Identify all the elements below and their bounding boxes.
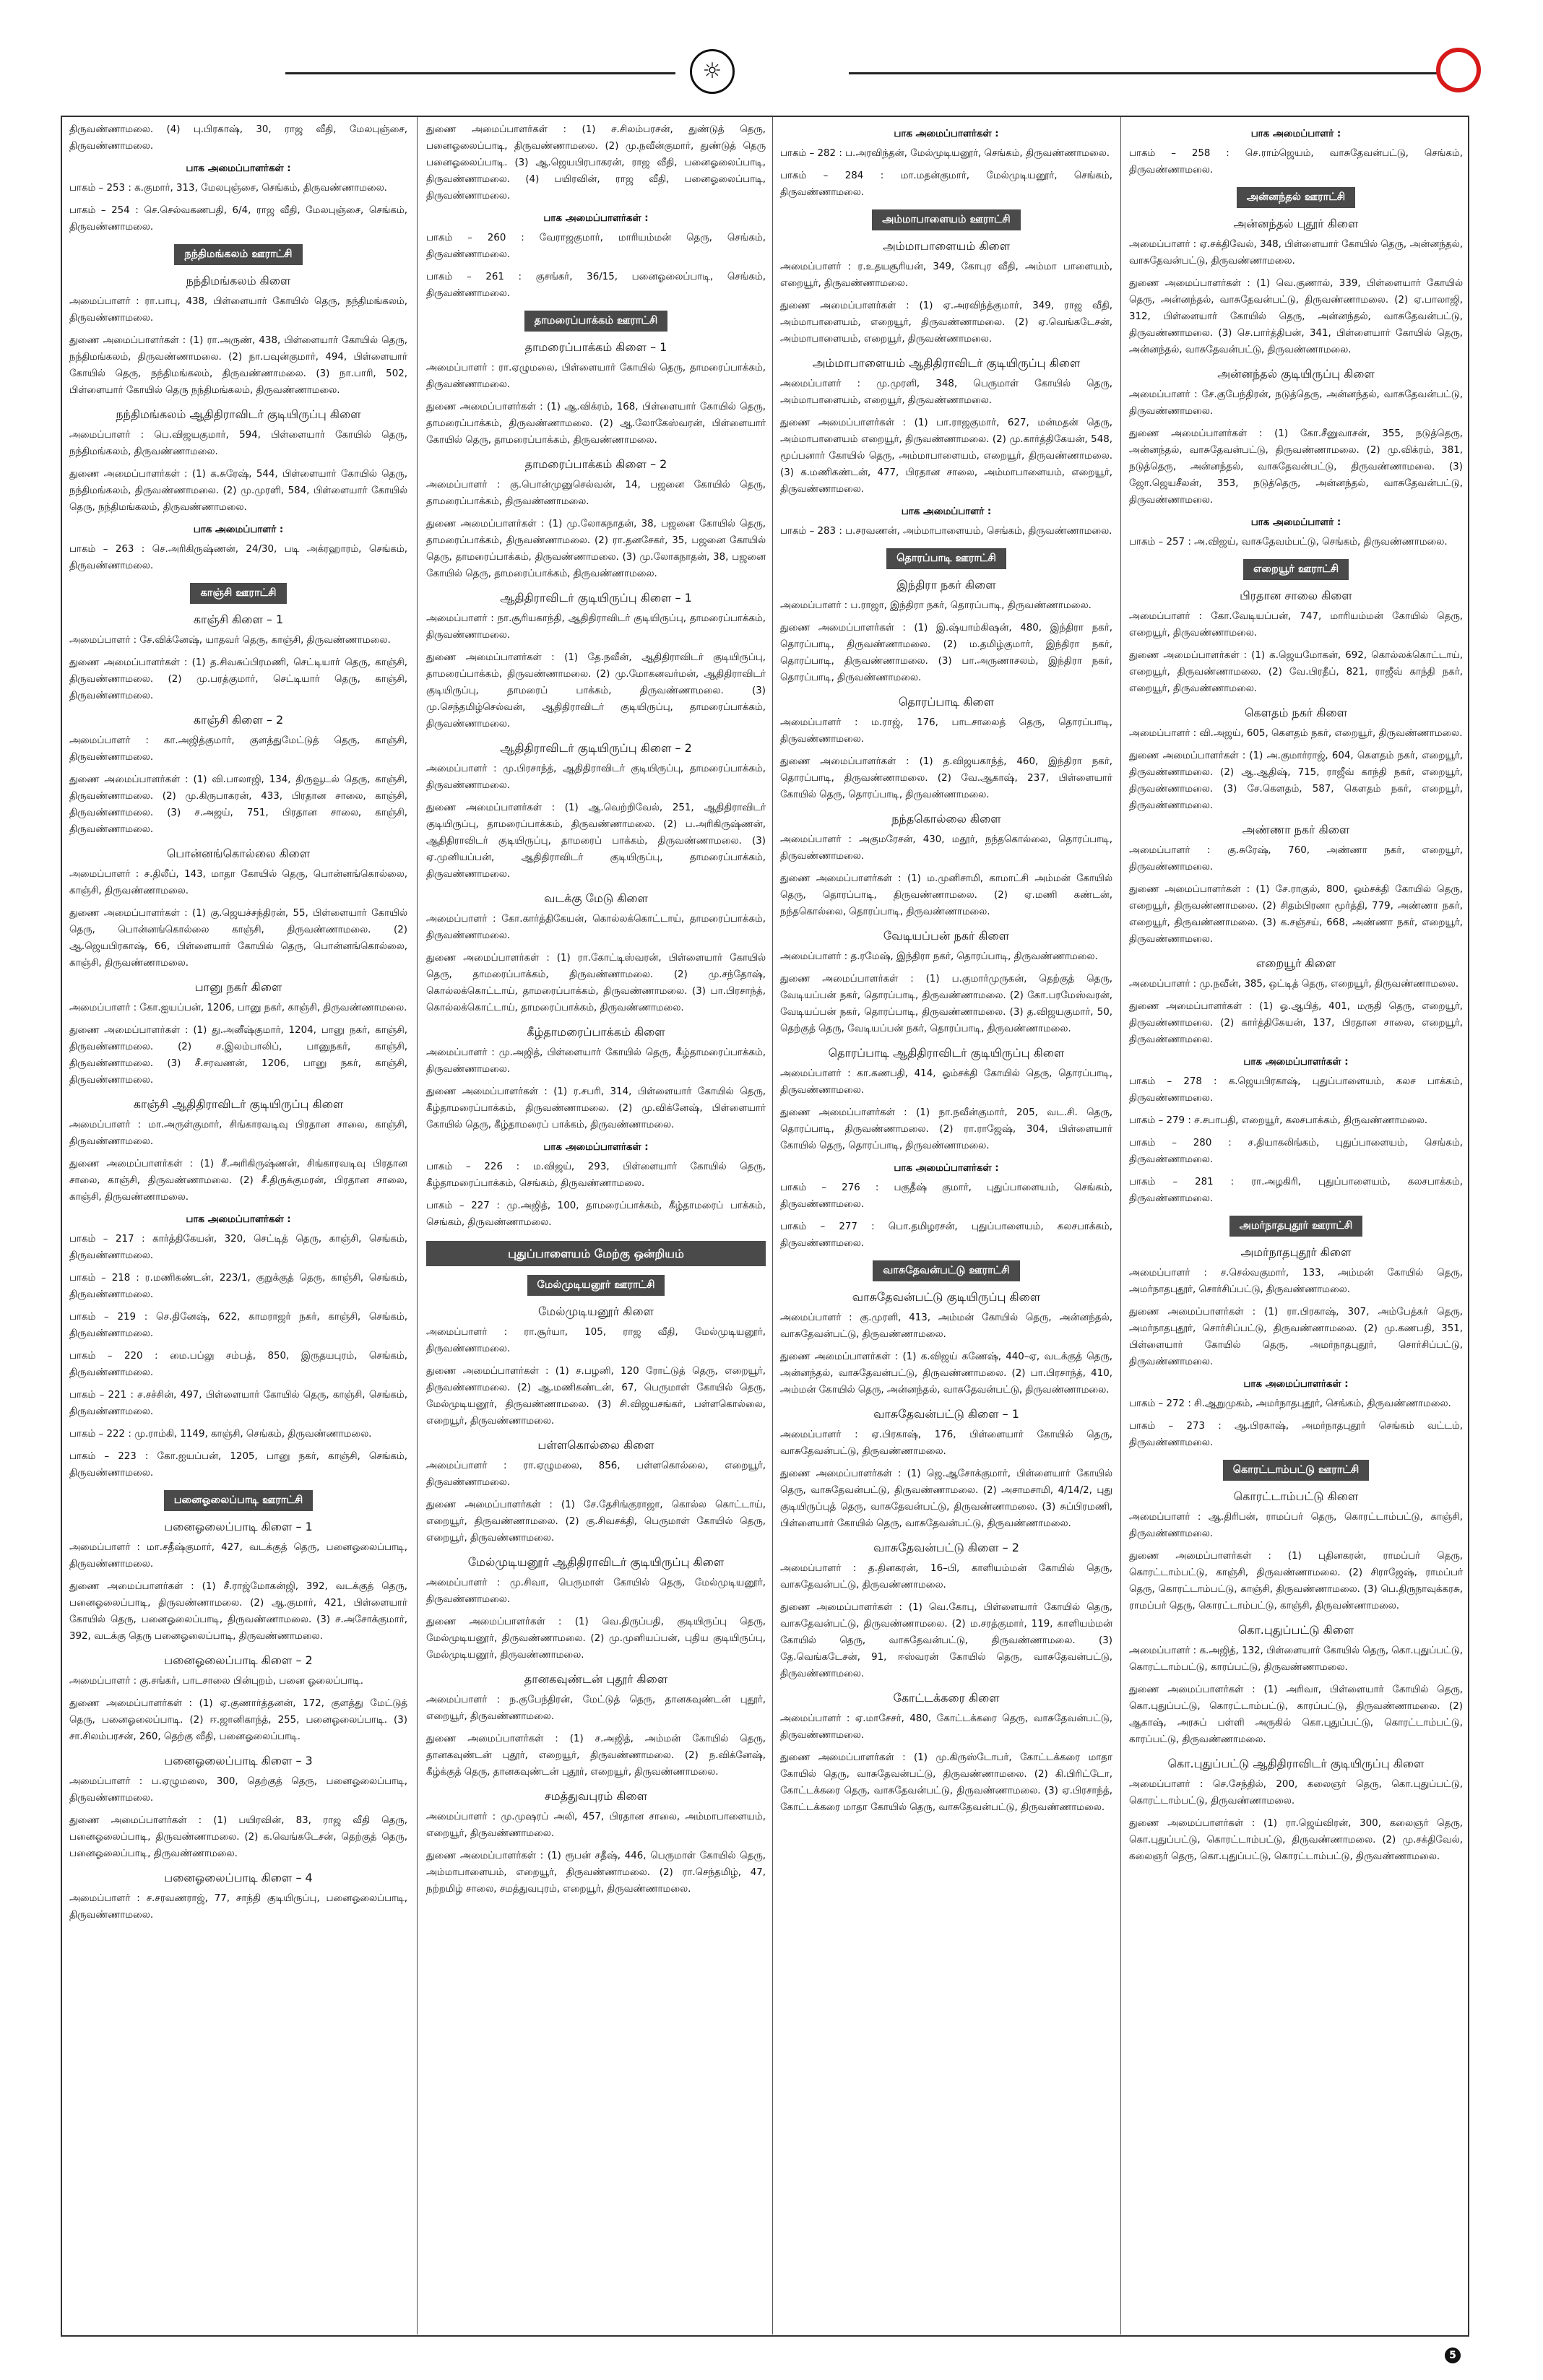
- paragraph: அமைப்பாளர் : ரா.ஏழுமலை, பிள்ளையார் கோயில் தெரு, தாமரைப்பாக்கம், திருவண்ணாமலை.: [426, 363, 766, 390]
- paragraph: அமைப்பாளர் : கா.அஜித்குமார், குளத்துமேட்டுத் தெரு, காஞ்சி, திருவண்ணாமலை.: [69, 735, 407, 763]
- paragraph: துணை அமைப்பாளர்கள் : (1) ஏ.குணார்த்தனன், 172, குளத்து மேட்டுத் தெரு, பனைஓலைப்பாடி. (2) ஈ.ஜானிகாந்த், 255, பனைஓலைப்பாடி. (3) சா.சிலம்பரசன், 260, தெற்கு வீதி, பனைஓலைப்பாடி.: [69, 1698, 407, 1742]
- paragraph: துணை அமைப்பாளர்கள் : (1) ரா.கோட்டிஸ்வரன், பிள்ளையார் கோயில் தெரு, தாமரைப்பாக்கம், திருவண்ணாமலை. (2) மு.சந்தோஷ், கொல்லக்கொட்டாய், தாமரைப்பாக்கம், திருவண்ணாமலை. (3) பா.பிரசாந்த், கொல்லக்கொட்டாய், தாமரைப்பாக்கம், திருவண்ணாமலை.: [426, 953, 766, 1013]
- paragraph: அமைப்பாளர் : அகுமரேசன், 430, மதூர், நந்தகொல்லை, தொரப்பாடி, திருவண்ணாமலை.: [780, 834, 1112, 862]
- paragraph: துணை அமைப்பாளர்கள் : (1) வெ.கோபு, பிள்ளையார் கோயில் தெரு, வாசுதேவன்பட்டு, திருவண்ணாமலை. (2) ம.சரத்குமார், 119, காளியம்மன் கோயில் தெரு, வாசுதேவன்பட்டு, திருவண்ணாமலை. (3) தே.வெங்கடேசன், 91, ஈஸ்வரன் கோயில் தெரு, வாசுதேவன்பட்டு, திருவண்ணாமலை.: [780, 1602, 1112, 1679]
- paragraph: அமைப்பாளர் : ச.திலீப், 143, மாதா கோயில் தெரு, பொன்னங்கொல்லை, காஞ்சி, திருவண்ணாமலை.: [69, 869, 407, 896]
- paragraph: அமைப்பாளர் : கு.சுரேஷ், 760, அண்ணா நகர், எறையூர், திருவண்ணாமலை.: [1129, 845, 1463, 873]
- paragraph: திருவண்ணாமலை. (4) பு.பிரகாஷ், 30, ராஜ வீதி, மேலபுஞ்சை, திருவண்ணாமலை.: [69, 124, 407, 152]
- paragraph: அமைப்பாளர் : கோ.வேடியப்பன், 747, மாரியம்மன் கோயில் தெரு, எறையூர், திருவண்ணாமலை.: [1129, 611, 1463, 639]
- banner-label: எறையூர் ஊராட்சி: [1243, 559, 1349, 580]
- rising-sun-emblem-icon: ☼: [690, 49, 735, 94]
- paragraph: அமைப்பாளர் : ர.உதயசூரியன், 349, கோபுர வீதி, அம்மா பாளையம், எறையூர், திருவண்ணாமலை.: [780, 261, 1112, 289]
- paragraph: துணை அமைப்பாளர்கள் : (1) ம.முனிசாமி, காமாட்சி அம்மன் கோயில் தெரு, தொரப்பாடி, திருவண்ணாமலை. (2) ஏ.மணி கண்டன், நந்தகொல்லை, தொரப்பாடி, திருவண்ணாமலை.: [780, 873, 1112, 917]
- paragraph: அமைப்பாளர் : வி.அஜய், 605, கௌதம் நகர், எறையூர், திருவண்ணாமலை.: [1129, 728, 1463, 739]
- paragraph: பாகம் – 227 : மு.அஜித், 100, தாமரைப்பாக்கம், கீழ்தாமரைப் பாக்கம், செங்கம், திருவண்ணாமலை.: [426, 1200, 766, 1228]
- banner-label: வாசுதேவன்பட்டு ஊராட்சி: [873, 1260, 1019, 1281]
- paragraph: அமைப்பாளர் : ப.ராஜா, இந்திரா நகர், தொரப்பாடி, திருவண்ணாமலை.: [780, 600, 1092, 611]
- branch-title: கொ.புதுப்பட்டு ஆதிதிராவிடர் குடியிருப்பு கிளை: [1167, 1757, 1425, 1770]
- banner-label: தொரப்பாடி ஊராட்சி: [886, 548, 1006, 569]
- paragraph: துணை அமைப்பாளர்கள் : (1) மு.லோகநாதன், 38, பஜனை கோயில் தெரு, தாமரைப்பாக்கம், திருவண்ணாமலை. (2) ரா.தனசேகர், 35, பஜனை கோயில் தெரு, தாமரைப்பாக்கம், திருவண்ணாமலை. (3) மு.லோகநாதன், 38, பஜனை கோயில் தெரு, தாமரைப்பாக்கம், திருவண்ணாமலை.: [426, 519, 766, 579]
- paragraph: பாகம் – 226 : ம.விஜய், 293, பிள்ளையார் கோயில் தெரு, கீழ்தாமரைப்பாக்கம், செங்கம், திருவண்ணாமலை.: [426, 1161, 766, 1189]
- paragraph: துணை அமைப்பாளர்கள் : (1) வி.பாலாஜி, 134, திருவூடல் தெரு, காஞ்சி, திருவண்ணாமலை. (2) மு.கிருபாகரன், 433, பிரதான சாலை, காஞ்சி, திருவண்ணாமலை. (3) ச.அஜய், 751, பிரதான சாலை, காஞ்சி, திருவண்ணாமலை.: [69, 774, 407, 835]
- banner-label: பனைஓலைப்பாடி ஊராட்சி: [164, 1490, 313, 1511]
- paragraph: அமைப்பாளர் : மா.அருள்குமார், சிங்காரவடிவு பிரதான சாலை, காஞ்சி, திருவண்ணாமலை.: [69, 1120, 407, 1147]
- branch-title: அம்மாபாளையம் கிளை: [882, 239, 1011, 253]
- paragraph: துணை அமைப்பாளர்கள் : (1) வெ.குணால், 339, பிள்ளையார் கோயில் தெரு, அன்னந்தல், வாசுதேவன்பட்டு, திருவண்ணாமலை. (2) ஏ.பாலாஜி, 312, பிள்ளையார் கோயில் தெரு, அன்னந்தல், வாசுதேவன்பட்டு, திருவண்ணாமலை. (3) செ.பார்த்திபன், 341, பிள்ளையார் கோயில் தெரு, அன்னந்தல், வாசுதேவன்பட்டு, திருவண்ணாமலை.: [1129, 278, 1463, 355]
- panchayat-banner: [69, 244, 407, 265]
- paragraph: அமைப்பாளர் : மு.முரளி, 348, பெருமாள் கோயில் தெரு, அம்மாபாளையம், எறையூர், திருவண்ணாமலை.: [780, 378, 1112, 406]
- branch-title: மேல்முடியனூர் கிளை: [538, 1304, 654, 1318]
- panchayat-banner: [426, 311, 766, 332]
- union-banner: புதுப்பாளையம் மேற்கு ஒன்றியம்: [426, 1241, 766, 1266]
- branch-title: வாசுதேவன்பட்டு கிளை – 1: [873, 1407, 1019, 1421]
- branch-title: தானகவுண்டன் புதூர் கிளை: [524, 1672, 668, 1686]
- paragraph: அமைப்பாளர் : ஏ.மாசேசர், 480, கோட்டக்கரை தெரு, வாசுதேவன்பட்டு, திருவண்ணாமலை.: [780, 1713, 1112, 1741]
- branch-title: சமத்துவபுரம் கிளை: [544, 1789, 648, 1803]
- paragraph: துணை அமைப்பாளர்கள் : (1) பா.ராஜகுமார், 627, மன்மதன் தெரு, அம்மாபாளையம் எறையூர், திருவண்ணாமலை. (2) மு.கார்த்திகேயன், 548, மூப்பனார் கோயில் தெரு, அம்மாபாளையம், எறையூர், திருவண்ணாமலை. (3) க.மணிகண்டன், 477, பிரதான சாலை, அம்மாபாளையம், எறையூர், திருவண்ணாமலை.: [780, 417, 1112, 495]
- banner-label: அமர்நாதபுதூர் ஊராட்சி: [1229, 1216, 1363, 1237]
- paragraph: அமைப்பாளர் : மா.சதீஷ்குமார், 427, வடக்குத் தெரு, பனைஓலைப்பாடி, திருவண்ணாமலை.: [69, 1542, 407, 1570]
- paragraph: பாகம் – 280 : ச.தியாகலிங்கம், புதுப்பாளையம், செங்கம், திருவண்ணாமலை.: [1129, 1138, 1463, 1165]
- branch-title: பள்ளகொல்லை கிளை: [537, 1438, 654, 1452]
- paragraph: பாகம் – 253 : க.குமார், 313, மேலபுஞ்சை, செங்கம், திருவண்ணாமலை.: [69, 183, 387, 194]
- banner-label: காஞ்சி ஊராட்சி: [190, 583, 286, 604]
- paragraph: துணை அமைப்பாளர்கள் : (1) ப.குமார்முருகன், தெற்குத் தெரு, வேடியப்பன் நகர், தொரப்பாடி, திருவண்ணாமலை. (2) கோ.பரமேஸ்வரன், வேடியப்பன் நகர், தொரப்பாடி, திருவண்ணாமலை. (3) த.விஜயகுமார், 50, தெற்குத் தெரு, வேடியப்பன் நகர், தொரப்பாடி, திருவண்ணாமலை.: [780, 974, 1112, 1034]
- paragraph: அமைப்பாளர் : கு.சங்கர், பாடசாலை பின்புறம், பனை ஓலைப்பாடி.: [69, 1676, 364, 1687]
- paragraph: அமைப்பாளர் : ஏ.சக்திவேல், 348, பிள்ளையார் கோயில் தெரு, அன்னந்தல், வாசுதேவன்பட்டு, திருவண்ணாமலை.: [1129, 239, 1463, 267]
- paragraph: துணை அமைப்பாளர்கள் : (1) அரிவா, பிள்ளையார் கோயில் தெரு, கொ.புதுப்பட்டு, கொரட்டாம்பட்டு, காரப்பட்டு, திருவண்ணாமலை. (2) ஆகாஷ், அரசுப் பள்ளி அருகில் கொ.புதுப்பட்டு, கொரட்டாம்பட்டு, காரப்பட்டு, திருவண்ணாமலை.: [1129, 1684, 1463, 1745]
- paragraph: துணை அமைப்பாளர்கள் : (1) க.சுரேஷ், 544, பிள்ளையார் கோயில் தெரு, நந்திமங்கலம், திருவண்ணாமலை. (2) மு.முரளி, 584, பிள்ளையார் கோயில் தெரு, நந்திமங்கலம், திருவண்ணாமலை.: [69, 469, 407, 513]
- branch-title: தொரப்பாடி கிளை: [898, 695, 995, 709]
- paragraph: அமைப்பாளர் : ரா.சூர்யா, 105, ராஜ வீதி, மேல்முடியனூர், திருவண்ணாமலை.: [426, 1327, 766, 1354]
- branch-title: தொரப்பாடி ஆதிதிராவிடர் குடியிருப்பு கிளை: [828, 1046, 1065, 1060]
- paragraph: பாகம் – 222 : மு.ராம்கி, 1149, காஞ்சி, செங்கம், திருவண்ணாமலை.: [69, 1429, 372, 1440]
- page-number: 5: [1445, 2347, 1461, 2363]
- paragraph: அமைப்பாளர் : த.ரமேஷ், இந்திரா நகர், தொரப்பாடி, திருவண்ணாமலை.: [780, 951, 1098, 962]
- paragraph: துணை அமைப்பாளர்கள் : (1) பயிரவின், 83, ராஜ வீதி தெரு, பனைஓலைப்பாடி, திருவண்ணாமலை. (2) க.வெங்கடேசன், தெற்குத் தெரு, பனைஓலைப்பாடி, திருவண்ணாமலை.: [69, 1815, 407, 1859]
- paragraph: அமைப்பாளர் : சே.குபேந்திரன், நடுத்தெரு, அன்னந்தல், வாசுதேவன்பட்டு, திருவண்ணாமலை.: [1129, 389, 1463, 417]
- paragraph: துணை அமைப்பாளர்கள் : (1) து.அனீஷ்குமார், 1204, பானு நகர், காஞ்சி, திருவண்ணாமலை. (2) ச.இலம்பாலிப், பானுநகர், காஞ்சி, திருவண்ணாமலை. (3) சீ.சரவணன், 1206, பானு நகர், காஞ்சி, திருவண்ணாமலை.: [69, 1025, 407, 1086]
- branch-title: அம்மாபாளையம் ஆதிதிராவிடர் குடியிருப்பு கிளை: [812, 356, 1081, 370]
- paragraph: துணை அமைப்பாளர்கள் : (1) ரா.பிரகாஷ், 307, அம்பேத்கர் தெரு, அமர்நாதபுதூர், சொர்சிப்பட்டு, திருவண்ணாமலை. (2) மு.கணபதி, 351, பிள்ளையார் கோயில் தெரு, அமர்நாதபுதூர், சொர்சிப்பட்டு, திருவண்ணாமலை.: [1129, 1307, 1463, 1367]
- paragraph: பாகம் – 281 : ரா.அழகிரி, புதுப்பாளையம், கலசபாக்கம், திருவண்ணாமலை.: [1129, 1177, 1463, 1204]
- section-heading: பாக அமைப்பாளர்கள் :: [894, 129, 999, 139]
- banner-label: அம்மாபாளையம் ஊராட்சி: [872, 209, 1021, 230]
- paragraph: அமைப்பாளர் : ம.ராஜ், 176, பாடசாலைத் தெரு, தொரப்பாடி, திருவண்ணாமலை.: [780, 717, 1112, 745]
- paragraph: துணை அமைப்பாளர்கள் : (1) ரா.ஜெய்விரன், 300, கலைஞர் தெரு, கொ.புதுப்பட்டு, கொரட்டாம்பட்டு, திருவண்ணாமலை. (2) மு.சக்திவேல், கலைஞர் தெரு, கொ.புதுப்பட்டு, கொரட்டாம்பட்டு, திருவண்ணாமலை.: [1129, 1818, 1463, 1862]
- section-heading: பாக அமைப்பாளர்கள் :: [186, 163, 291, 174]
- paragraph: பாகம் – 221 : ச.சச்சின், 497, பிள்ளையார் கோயில் தெரு, காஞ்சி, செங்கம், திருவண்ணாமலை.: [69, 1390, 407, 1417]
- paragraph: துணை அமைப்பாளர்கள் : (1) ச.அஜித், அம்மன் கோயில் தெரு, தானகவுண்டன் புதூர், எறையூர், திருவண்ணாமலை. (2) ந.விக்னேஷ், கீழ்க்குத் தெரு, தானகவுண்டன் புதூர், எறையூர், திருவண்ணாமலை.: [426, 1734, 766, 1778]
- paragraph: அமைப்பாளர் : கோ.கார்த்திகேயன், கொல்லக்கொட்டாய், தாமரைப்பாக்கம், திருவண்ணாமலை.: [426, 914, 766, 941]
- paragraph: பாகம் – 277 : பொ.தமிழரசன், புதுப்பாளையம், கலசபாக்கம், திருவண்ணாமலை.: [780, 1221, 1112, 1249]
- paragraph: துணை அமைப்பாளர்கள் : (1) இ.ஷ்யாம்கிஷன், 480, இந்திரா நகர், தொரப்பாடி, திருவண்ணாமலை. (2) ம.தமிழ்குமார், இந்திரா நகர், தொரப்பாடி, திருவண்ணாமலை. (3) பா.அருணாசலம், இந்திரா நகர், தொரப்பாடி, திருவண்ணாமலை.: [780, 623, 1112, 683]
- section-heading: பாக அமைப்பாளர்கள் :: [1243, 1057, 1349, 1068]
- branch-title: வடக்கு மேடு கிளை: [544, 891, 648, 905]
- section-heading: பாக அமைப்பாளர் :: [193, 524, 284, 535]
- paragraph: துணை அமைப்பாளர்கள் : (1) ச.சிலம்பரசன், துண்டுத் தெரு, பனைஓலைப்பாடி, திருவண்ணாமலை. (2) மு.நவீன்குமார், துண்டுத் தெரு பனைஓலைப்பாடி. (3) ஆ.ஜெயபிரபாகரன், ராஜ வீதி, பனைஓலைப்பாடி, திருவண்ணாமலை. (4) பயிரவின், ராஜ வீதி, பனைஓலைப்பாடி, திருவண்ணாமலை.: [426, 124, 766, 202]
- paragraph: அமைப்பாளர் : ப.ஏழுமலை, 300, தெற்குத் தெரு, பனைஓலைப்பாடி, திருவண்ணாமலை.: [69, 1776, 407, 1804]
- branch-title: கோட்டக்கரை கிளை: [893, 1691, 1000, 1705]
- paragraph: அமைப்பாளர் : மு.சிவா, பெருமாள் கோயில் தெரு, மேல்முடியனூர், திருவண்ணாமலை.: [426, 1578, 766, 1605]
- paragraph: அமைப்பாளர் : கு.பொன்முனுசெல்வன், 14, பஜனை கோயில் தெரு, தாமரைப்பாக்கம், திருவண்ணாமலை.: [426, 480, 766, 507]
- section-heading: பாக அமைப்பாளர் :: [1250, 129, 1341, 139]
- paragraph: பாகம் – 272 : சி.ஆறுமுகம், அமர்நாதபுதூர், செங்கம், திருவண்ணாமலை.: [1129, 1398, 1451, 1409]
- section-heading: பாக அமைப்பாளர் :: [901, 506, 992, 517]
- paragraph: பாகம் – 219 : செ.தினேஷ், 622, காமராஜர் நகர், காஞ்சி, செங்கம், திருவண்ணாமலை.: [69, 1312, 407, 1339]
- branch-title: மேல்முடியனூர் ஆதிதிராவிடர் குடியிருப்பு கிளை: [467, 1555, 725, 1569]
- paragraph: அமைப்பாளர் : சே.விக்னேஷ், யாதவர் தெரு, காஞ்சி, திருவண்ணாமலை.: [69, 635, 391, 646]
- paragraph: அமைப்பாளர் : நா.சூரியகாந்தி, ஆதிதிராவிடர் குடியிருப்பு, தாமரைப்பாக்கம், திருவண்ணாமலை.: [426, 613, 766, 641]
- branch-title: காஞ்சி கிளை – 1: [193, 613, 284, 626]
- paragraph: பாகம் – 263 : செ.அரிகிருஷ்ணன், 24/30, படி அக்ரஹாரம், செங்கம், திருவண்ணாமலை.: [69, 544, 407, 571]
- paragraph: அமைப்பாளர் : செ.சேந்தில், 200, கலைஞர் தெரு, கொ.புதுப்பட்டு, கொரட்டாம்பட்டு, திருவண்ணாமலை.: [1129, 1779, 1463, 1806]
- panchayat-banner: [1129, 187, 1463, 208]
- paragraph: பாகம் – 217 : கார்த்திகேயன், 320, செட்டித் தெரு, காஞ்சி, செங்கம், திருவண்ணாமலை.: [69, 1234, 407, 1261]
- paragraph: அமைப்பாளர் : ச.செல்வகுமார், 133, அம்மன் கோயில் தெரு, அமர்நாதபுதூர், சொர்சிப்பட்டு, திருவண்ணாமலை.: [1129, 1268, 1463, 1295]
- branch-title: அமர்நாதபுதூர் கிளை: [1240, 1245, 1352, 1259]
- panchayat-banner: [1129, 1216, 1463, 1237]
- paragraph: பாகம் – 282 : ப.அரவிந்தன், மேல்முடியனூர், செங்கம், திருவண்ணாமலை.: [780, 148, 1110, 159]
- paragraph: பாகம் – 258 : செ.ராம்ஜெயம், வாசுதேவன்பட்டு, செங்கம், திருவண்ணாமலை.: [1129, 148, 1463, 176]
- paragraph: துணை அமைப்பாளர்கள் : (1) க.ஜெயமோகன், 692, கொல்லக்கொட்டாய், எறையூர், திருவண்ணாமலை. (2) வே.பிரதீப், 821, ராஜீவ் காந்தி நகர், எறையூர், திருவண்ணாமலை.: [1129, 650, 1463, 694]
- paragraph: துணை அமைப்பாளர்கள் : (1) கு.ஜெயச்சந்திரன், 55, பிள்ளையார் கோயில் தெரு, பொன்னங்கொல்லை காஞ்சி, திருவண்ணாமலை. (2) ஆ.ஜெயபிரகாஷ், 66, பிள்ளையார் கோயில் தெரு, பொன்னங்கொல்லை, காஞ்சி, திருவண்ணாமலை.: [69, 908, 407, 969]
- branch-title: எறையூர் கிளை: [1255, 956, 1336, 970]
- branch-title: கௌதம் நகர் கிளை: [1244, 706, 1348, 719]
- paragraph: துணை அமைப்பாளர்கள் : (1) புதினகரன், ராமப்பர் தெரு, கொரட்டாம்பட்டு, காஞ்சி, திருவண்ணாமலை. (2) சிராஜேஷ், ராமப்பர் தெரு, கொரட்டாம்பட்டு, காஞ்சி, திருவண்ணாமலை. (3) பெ.திருநாவுக்கரசு, ராமப்பர் தெரு, கொரட்டாம்பட்டு, காஞ்சி, திருவண்ணாமலை.: [1129, 1551, 1463, 1611]
- banner-label: அன்னந்தல் ஊராட்சி: [1237, 187, 1355, 208]
- paragraph: அமைப்பாளர் : ச.சரவணராஜ், 77, சாந்தி குடியிருப்பு, பனைஓலைப்பாடி, திருவண்ணாமலை.: [69, 1893, 407, 1921]
- branch-title: தாமரைப்பாக்கம் கிளை – 2: [524, 457, 667, 471]
- paragraph: துணை அமைப்பாளர்கள் : (1) அ.குமார்ராஜ், 604, கௌதம் நகர், எறையூர், திருவண்ணாமலை. (2) ஆ.ஆதிஷ், 715, ராஜீவ் காந்தி நகர், எறையூர், திருவண்ணாமலை. (3) சே.கௌதம், 587, கௌதம் நகர், எறையூர், திருவண்ணாமலை.: [1129, 750, 1463, 811]
- section-heading: பாக அமைப்பாளர்கள் :: [543, 1142, 649, 1153]
- column-2: [426, 121, 766, 2332]
- paragraph: பாகம் – 254 : செ.செல்வகணபதி, 6/4, ராஜ வீதி, மேலபுஞ்சை, செங்கம், திருவண்ணாமலை.: [69, 205, 407, 233]
- branch-title: பானு நகர் கிளை: [194, 980, 282, 994]
- paragraph: துணை அமைப்பாளர்கள் : (1) தே.நவீன், ஆதிதிராவிடர் குடியிருப்பு, தாமரைப்பாக்கம், திருவண்ணாமலை. (2) மு.மோகனவர்மன், ஆதிதிராவிடர் குடியிருப்பு, தாமரைப் பாக்கம், திருவண்ணாமலை. (3) மு.செந்தமிழ்செல்வன், ஆதிதிராவிடர் குடியிருப்பு, தாமரைப்பாக்கம், திருவண்ணாமலை.: [426, 652, 766, 730]
- branch-title: பனைஓலைப்பாடி கிளை – 1: [164, 1520, 313, 1533]
- paragraph: பாகம் – 260 : வேராஜகுமார், மாரியம்மன் தெரு, செங்கம், திருவண்ணாமலை.: [426, 233, 766, 260]
- paragraph: அமைப்பாளர் : மு.முஷரப் அலி, 457, பிரதான சாலை, அம்மாபாளையம், எறையூர், திருவண்ணாமலை.: [426, 1812, 766, 1839]
- column-divider: [772, 117, 773, 2334]
- column-divider: [1120, 117, 1121, 2334]
- red-circle-icon: [1436, 48, 1481, 92]
- paragraph: பாகம் – 218 : ர.மணிகண்டன், 223/1, குறுக்குத் தெரு, காஞ்சி, செங்கம், திருவண்ணாமலை.: [69, 1273, 407, 1300]
- branch-title: கொரட்டாம்பட்டு கிளை: [1233, 1489, 1359, 1503]
- branch-title: பனைஓலைப்பாடி கிளை – 4: [164, 1871, 313, 1884]
- banner-label: கொரட்டாம்பட்டு ஊராட்சி: [1223, 1460, 1370, 1481]
- paragraph: அமைப்பாளர் : மு.நவீன், 385, ஒட்டித் தெரு, எறையூர், திருவண்ணாமலை.: [1129, 979, 1459, 990]
- paragraph: துணை அமைப்பாளர்கள் : (1) சீ.ராஜ்மோகன்ஜி, 392, வடக்குத் தெரு, பனைஓலைப்பாடி, திருவண்ணாமலை. (2) ஆ.குமார், 421, பிள்ளையார் கோயில் தெரு, பனைஓலைப்பாடி, திருவண்ணாமலை. (3) ச.அசோக்குமார், 392, வடக்கு தெரு பனைஓலைப்பாடி, திருவண்ணாமலை.: [69, 1581, 407, 1642]
- paragraph: துணை அமைப்பாளர்கள் : (1) நா.நவீன்குமார், 205, வட.சி. தெரு, தொரப்பாடி, திருவண்ணாமலை. (2) ரா.ராஜேஷ், 304, பிள்ளையார் கோயில் தெரு, தொரப்பாடி, திருவண்ணாமலை.: [780, 1107, 1112, 1151]
- paragraph: பாகம் – 220 : மை.பப்லு சம்பத், 850, இருதயபுரம், செங்கம், திருவண்ணாமலை.: [69, 1351, 407, 1378]
- branch-title: பொன்னங்கொல்லை கிளை: [166, 847, 311, 860]
- paragraph: துணை அமைப்பாளர்கள் : (1) ஓ.ஆபித், 401, மருதி தெரு, எறையூர், திருவண்ணாமலை. (2) கார்த்திகேயன், 137, பிரதான சாலை, எறையூர், திருவண்ணாமலை.: [1129, 1001, 1463, 1045]
- section-heading: பாக அமைப்பாளர்கள் :: [1243, 1379, 1349, 1390]
- paragraph: பாகம் – 276 : பகுதீஷ் குமார், புதுப்பாளையம், செங்கம், திருவண்ணாமலை.: [780, 1182, 1112, 1210]
- paragraph: அமைப்பாளர் : கோ.ஐயப்பன், 1206, பானு நகர், காஞ்சி, திருவண்ணாமலை.: [69, 1003, 407, 1013]
- branch-title: அன்னந்தல் புதூர் கிளை: [1233, 217, 1359, 230]
- paragraph: துணை அமைப்பாளர்கள் : (1) சே.ராகுல், 800, ஓம்சக்தி கோயில் தெரு, எறையூர், திருவண்ணாமலை. (2) சிதம்பிரனா மூர்த்தி, 779, அண்ணா நகர், எறையூர், திருவண்ணாமலை. (3) க.சஞ்சய், 668, அண்ணா நகர், எறையூர், திருவண்ணாமலை.: [1129, 884, 1463, 945]
- branch-title: காஞ்சி ஆதிதிராவிடர் குடியிருப்பு கிளை: [133, 1097, 344, 1111]
- branch-title: வேடியப்பன் நகர் கிளை: [883, 929, 1010, 943]
- branch-title: ஆதிதிராவிடர் குடியிருப்பு கிளை – 2: [500, 741, 692, 755]
- paragraph: துணை அமைப்பாளர்கள் : (1) ஆ.விக்ரம், 168, பிள்ளையார் கோயில் தெரு, தாமரைப்பாக்கம், திருவண்ணாமலை. (2) ஆ.லோகேஸ்வரன், பிள்ளையார் கோயில் தெரு, தாமரைப்பாக்கம், திருவண்ணாமலை.: [426, 402, 766, 446]
- paragraph: பாகம் – 284 : மா.மதன்குமார், மேல்முடியனூர், செங்கம், திருவண்ணாமலை.: [780, 170, 1112, 198]
- paragraph: துணை அமைப்பாளர்கள் : (1) ஜெ.ஆசோக்குமார், பிள்ளையார் கோயில் தெரு, வாசுதேவன்பட்டு, திருவண்ணாமலை. (2) அசாமசாமி, 4/14/2, புது குடியிருப்புத் தெரு, வாசுதேவன்பட்டு, திருவண்ணாமலை. (3) சுப்பிரமணி, பிள்ளையார் கோயில் தெரு, வாசுதேவன்பட்டு, திருவண்ணாமலை.: [780, 1468, 1112, 1529]
- paragraph: துணை அமைப்பாளர்கள் : (1) ஏ.அரவிந்த்குமார், 349, ராஜ வீதி, அம்மாபாளையம், எறையூர், திருவண்ணாமலை. (2) ஏ.வெங்கடேசன், அம்மாபாளையம், எறையூர், திருவண்ணாமலை.: [780, 300, 1112, 345]
- banner-label: தாமரைப்பாக்கம் ஊராட்சி: [524, 311, 668, 332]
- paragraph: துணை அமைப்பாளர்கள் : (1) வெ.திருப்பதி, குடியிருப்பு தெரு, மேல்முடியனூர், திருவண்ணாமலை. (2) மு.முனியப்பன், புதிய குடியிருப்பு, மேல்முடியனூர், திருவண்ணாமலை.: [426, 1617, 766, 1661]
- paragraph: அமைப்பாளர் : கா.கணபதி, 414, ஓம்சக்தி கோயில் தெரு, தொரப்பாடி, திருவண்ணாமலை.: [780, 1068, 1112, 1096]
- paragraph: அமைப்பாளர் : ஏ.பிரகாஷ், 176, பிள்ளையார் கோயில் தெரு, வாசுதேவன்பட்டு, திருவண்ணாமலை.: [780, 1429, 1112, 1457]
- column-divider: [417, 117, 418, 2334]
- branch-title: அண்ணா நகர் கிளை: [1242, 823, 1350, 836]
- branch-title: நந்திமங்கலம் கிளை: [186, 274, 291, 287]
- branch-title: அன்னந்தல் குடியிருப்பு கிளை: [1217, 367, 1375, 381]
- paragraph: துணை அமைப்பாளர்கள் : (1) கோ.சீனுவாசன், 355, நடுத்தெரு, அன்னந்தல், வாசுதேவன்பட்டு, திருவண்ணாமலை. (2) மு.விக்ரம், 381, நடுத்தெரு, அன்னந்தல், வாசுதேவன்பட்டு, திருவண்ணாமலை. (3) ஜோ.ஜெயசீலன், 353, நடுத்தெரு, அன்னந்தல், வாசுதேவன்பட்டு, திருவண்ணாமலை.: [1129, 428, 1463, 506]
- panchayat-banner: [1129, 559, 1463, 580]
- paragraph: துணை அமைப்பாளர்கள் : (1) ரா.அருண், 438, பிள்ளையார் கோயில் தெரு, நந்திமங்கலம், திருவண்ணாமலை. (2) நா.பவுன்குமார், 494, பிள்ளையார் கோயில் தெரு, நந்திமங்கலம், திருவண்ணாமலை. (3) நா.பாரி, 502, பிள்ளையார் கோயில் தெரு நந்திமங்கலம், திருவண்ணாமலை.: [69, 335, 407, 396]
- paragraph: துணை அமைப்பாளர்கள் : (1) ச.பழனி, 120 ரோட்டுத் தெரு, எறையூர், திருவண்ணாமலை. (2) ஆ.மணிகண்டன், 67, பெருமாள் கோயில் தெரு, மேல்முடியனூர், திருவண்ணாமலை. (3) சி.விஜயசங்கர், பள்ளகொல்லை, எறையூர், திருவண்ணாமலை.: [426, 1366, 766, 1427]
- branch-title: கீழ்தாமரைப்பாக்கம் கிளை: [527, 1025, 665, 1039]
- banner-label: மேல்முடியனூர் ஊராட்சி: [527, 1275, 665, 1296]
- paragraph: அமைப்பாளர் : மு.அஜித், பிள்ளையார் கோயில் தெரு, கீழ்தாமரைப்பாக்கம், திருவண்ணாமலை.: [426, 1047, 766, 1075]
- column-4: [1129, 121, 1463, 2332]
- header-rule-right: [849, 72, 1438, 74]
- branch-title: பனைஓலைப்பாடி கிளை – 3: [164, 1754, 313, 1767]
- paragraph: பாகம் – 283 : ப.சரவணன், அம்மாபாளையம், செங்கம், திருவண்ணாமலை.: [780, 526, 1112, 537]
- branch-title: காஞ்சி கிளை – 2: [193, 713, 284, 727]
- banner-label: நந்திமங்கலம் ஊராட்சி: [174, 244, 302, 265]
- panchayat-banner: [69, 583, 407, 604]
- panchayat-banner: [780, 209, 1112, 230]
- paragraph: அமைப்பாளர் : க.அஜித், 132, பிள்ளையார் கோயில் தெரு, கொ.புதுப்பட்டு, கொரட்டாம்பட்டு, காரப்பட்டு, திருவண்ணாமலை.: [1129, 1645, 1463, 1673]
- section-heading: பாக அமைப்பாளர்கள் :: [543, 213, 649, 224]
- column-3: [780, 121, 1112, 2332]
- paragraph: துணை அமைப்பாளர்கள் : (1) த.விஜயகாந்த், 460, இந்திரா நகர், தொரப்பாடி, திருவண்ணாமலை. (2) வே.ஆகாஷ், 237, பிள்ளையார் கோயில் தெரு, தொரப்பாடி, திருவண்ணாமலை.: [780, 756, 1112, 800]
- paragraph: பாகம் – 223 : கோ.ஐயப்பன், 1205, பானு நகர், காஞ்சி, செங்கம், திருவண்ணாமலை.: [69, 1451, 407, 1479]
- paragraph: துணை அமைப்பாளர்கள் : (1) ர.சபரி, 314, பிள்ளையார் கோயில் தெரு, கீழ்தாமரைப்பாக்கம், திருவண்ணாமலை. (2) மு.விக்னேஷ், பிள்ளையார் கோயில் தெரு, கீழ்தாமரைப் பாக்கம், திருவண்ணாமலை.: [426, 1086, 766, 1130]
- column-1: [69, 121, 407, 2332]
- branch-title: இந்திரா நகர் கிளை: [896, 578, 996, 592]
- branch-title: நந்திமங்கலம் ஆதிதிராவிடர் குடியிருப்பு கிளை: [116, 407, 361, 421]
- paragraph: துணை அமைப்பாளர்கள் : (1) ரூபன் சதீஷ், 446, பெருமாள் கோயில் தெரு, அம்மாபாளையம், எறையூர், திருவண்ணாமலை. (2) ரா.செந்தமிழ், 47, நற்றமிழ் சாலை, சமத்துவபுரம், எறையூர், திருவண்ணாமலை.: [426, 1851, 766, 1895]
- header-rule-left: [285, 72, 675, 74]
- paragraph: அமைப்பாளர் : பெ.விஜயகுமார், 594, பிள்ளையார் கோயில் தெரு, நந்திமங்கலம், திருவண்ணாமலை.: [69, 430, 407, 457]
- paragraph: அமைப்பாளர் : கு.முரளி, 413, அம்மன் கோயில் தெரு, அன்னந்தல், வாசுதேவன்பட்டு, திருவண்ணாமலை.: [780, 1312, 1112, 1340]
- branch-title: நந்தகொல்லை கிளை: [891, 812, 1001, 826]
- branch-title: வாசுதேவன்பட்டு கிளை – 2: [873, 1541, 1019, 1554]
- section-heading: பாக அமைப்பாளர்கள் :: [186, 1214, 291, 1225]
- paragraph: துணை அமைப்பாளர்கள் : (1) ஆ.வெற்றிவேல், 251, ஆதிதிராவிடர் குடியிருப்பு, தாமரைப்பாக்கம், திருவண்ணாமலை. (2) ப.அரிகிருஷ்ணன், ஆதிதிராவிடர் குடியிருப்பு, தாமரைப் பாக்கம், திருவண்ணாமலை. (3) ஏ.முனியப்பன், ஆதிதிராவிடர் குடியிருப்பு, தாமரைப்பாக்கம், திருவண்ணாமலை.: [426, 802, 766, 880]
- paragraph: அமைப்பாளர் : த.தினகரன், 16–பி, காளியம்மன் கோயில் தெரு, வாசுதேவன்பட்டு, திருவண்ணாமலை.: [780, 1563, 1112, 1591]
- section-heading: பாக அமைப்பாளர் :: [1250, 517, 1341, 528]
- branch-title: பனைஓலைப்பாடி கிளை – 2: [164, 1653, 313, 1667]
- page-header: [0, 0, 1543, 116]
- branch-title: கொ.புதுப்பட்டு கிளை: [1237, 1623, 1354, 1637]
- paragraph: துணை அமைப்பாளர்கள் : (1) த.சிவசுப்பிரமணி, செட்டியார் தெரு, காஞ்சி, திருவண்ணாமலை. (2) மு.பரத்குமார், செட்டியார் தெரு, காஞ்சி, திருவண்ணாமலை.: [69, 657, 407, 701]
- panchayat-banner: [780, 1260, 1112, 1281]
- section-heading: பாக அமைப்பாளர்கள் :: [894, 1163, 999, 1174]
- paragraph: துணை அமைப்பாளர்கள் : (1) சே.தேசிங்குராஜா, கொல்ல கொட்டாய், எறையூர், திருவண்ணாமலை. (2) கு.சிவசக்தி, பெருமாள் கோயில் தெரு, எறையூர், திருவண்ணாமலை.: [426, 1500, 766, 1544]
- branch-title: வாசுதேவன்பட்டு குடியிருப்பு கிளை: [852, 1290, 1041, 1304]
- panchayat-banner: [780, 548, 1112, 569]
- paragraph: அமைப்பாளர் : ஆ.திரிபன், ராமப்பர் தெரு, கொரட்டாம்பட்டு, காஞ்சி, திருவண்ணாமலை.: [1129, 1512, 1463, 1539]
- paragraph: அமைப்பாளர் : ந.குபேந்திரன், மேட்டுத் தெரு, தானகவுண்டன் புதூர், எறையூர், திருவண்ணாமலை.: [426, 1695, 766, 1722]
- paragraph: பாகம் – 273 : ஆ.பிரகாஷ், அமர்நாதபுதூர் செங்கம் வட்டம், திருவண்ணாமலை.: [1129, 1421, 1463, 1448]
- paragraph: பாகம் – 279 : ச.சபாபதி, எறையூர், கலசபாக்கம், திருவண்ணாமலை.: [1129, 1115, 1428, 1126]
- branch-title: பிரதான சாலை கிளை: [1240, 589, 1352, 602]
- paragraph: பாகம் – 257 : அ.விஜய், வாசுதேவம்பட்டு, செங்கம், திருவண்ணாமலை.: [1129, 537, 1448, 548]
- branch-title: தாமரைப்பாக்கம் கிளை – 1: [524, 340, 667, 354]
- paragraph: துணை அமைப்பாளர்கள் : (1) சீ.அரிகிருஷ்ணன், சிங்காரவடிவு பிரதான சாலை, காஞ்சி, திருவண்ணாமலை. (2) சீ.திருக்குமரன், பிரதான சாலை, காஞ்சி, திருவண்ணாமலை.: [69, 1159, 407, 1203]
- panchayat-banner: [69, 1490, 407, 1511]
- panchayat-banner: [1129, 1460, 1463, 1481]
- paragraph: அமைப்பாளர் : ரா.பாபு, 438, பிள்ளையார் கோயில் தெரு, நந்திமங்கலம், திருவண்ணாமலை.: [69, 296, 407, 324]
- branch-title: ஆதிதிராவிடர் குடியிருப்பு கிளை – 1: [500, 591, 692, 605]
- paragraph: அமைப்பாளர் : மு.பிரசாந்த், ஆதிதிராவிடர் குடியிருப்பு, தாமரைப்பாக்கம், திருவண்ணாமலை.: [426, 763, 766, 791]
- paragraph: பாகம் – 278 : க.ஜெயபிரகாஷ், புதுப்பாளையம், கலச பாக்கம், திருவண்ணாமலை.: [1129, 1076, 1463, 1104]
- panchayat-banner: [426, 1275, 766, 1296]
- paragraph: துணை அமைப்பாளர்கள் : (1) க.விஜய் கணேஷ், 440–ஏ, வடக்குத் தெரு, அன்னந்தல், வாசுதேவன்பட்டு, திருவண்ணாமலை. (2) பா.பிரசாந்த், 410, அம்மன் கோயில் தெரு, அன்னந்தல், வாசுதேவன்பட்டு, திருவண்ணாமலை.: [780, 1351, 1112, 1395]
- paragraph: பாகம் – 261 : குசங்கர், 36/15, பனைஓலைப்பாடி, செங்கம், திருவண்ணாமலை.: [426, 272, 766, 299]
- paragraph: அமைப்பாளர் : ரா.ஏழுமலை, 856, பள்ளகொல்லை, எறையூர், திருவண்ணாமலை.: [426, 1461, 766, 1488]
- paragraph: துணை அமைப்பாளர்கள் : (1) மு.கிருஸ்டோபர், கோட்டக்கரை மாதா கோயில் தெரு, வாசுதேவன்பட்டு, திருவண்ணாமலை. (2) கி.பிரிட்டோ, கோட்டக்கரை தெரு, வாசுதேவன்பட்டு, திருவண்ணாமலை. (3) ஏ.பிரசாந்த், கோட்டக்கரை மாதா கோயில் தெரு, வாசுதேவன்பட்டு, திருவண்ணாமலை.: [780, 1752, 1112, 1813]
